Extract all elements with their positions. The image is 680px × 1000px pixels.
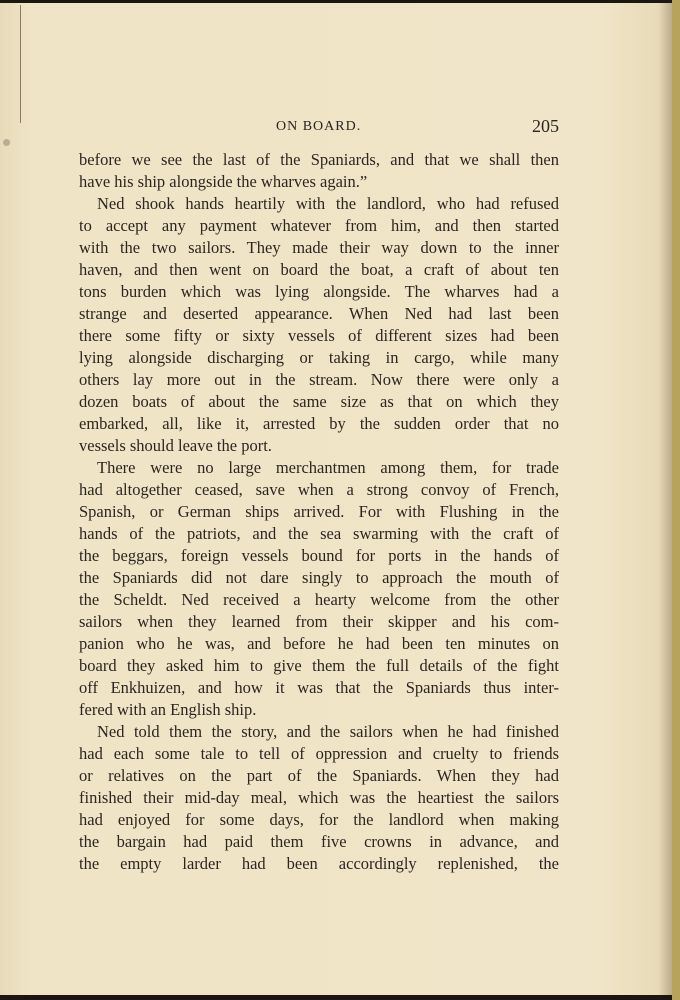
- text-line: the beggars, foreign vessels bound for ports in the hands of: [79, 546, 559, 565]
- text-line: Ned told them the story, and the sailors when he had finished: [97, 722, 559, 741]
- text-line: strange and deserted appearance. When Ned had last been: [79, 304, 559, 323]
- text-line: fered with an English ship.: [79, 700, 257, 719]
- text-line: the bargain had paid them five crowns in advance, and: [79, 832, 559, 851]
- text-line: tons burden which was lying alongside. The wharves had a: [79, 282, 559, 301]
- text-line: the Scheldt. Ned received a hearty welcome from the other: [79, 590, 559, 609]
- text-line: panion who he was, and before he had been ten minutes on: [79, 634, 559, 653]
- text-line: board they asked him to give them the full details of the fight: [79, 656, 559, 675]
- text-line: have his ship alongside the wharves again.”: [79, 172, 368, 191]
- running-head: ON BOARD.: [276, 119, 362, 134]
- text-line: there some fifty or sixty vessels of different sizes had been: [79, 326, 559, 345]
- text-line: embarked, all, like it, arrested by the sudden order that no: [79, 414, 559, 433]
- page-number: 205: [532, 116, 559, 136]
- text-line: the empty larder had been accordingly replenished, the: [79, 854, 559, 873]
- text-line: had each some tale to tell of oppression and cruelty to friends: [79, 744, 559, 763]
- text-line: haven, and then went on board the boat, a craft of about ten: [79, 260, 559, 279]
- text-line: sailors when they learned from their skipper and his com-: [79, 612, 559, 631]
- text-line: There were no large merchantmen among them, for trade: [97, 458, 559, 477]
- page-edge-shadow: [658, 3, 672, 995]
- text-line: others lay more out in the stream. Now there were only a: [79, 370, 559, 389]
- text-line: Spanish, or German ships arrived. For with Flushing in the: [79, 502, 559, 521]
- text-line: Ned shook hands heartily with the landlord, who had refused: [97, 194, 559, 213]
- page-header: [0, 116, 672, 138]
- text-line: hands of the patriots, and the sea swarming with the craft of: [79, 524, 559, 543]
- text-line: lying alongside discharging or taking in cargo, while many: [79, 348, 559, 367]
- book-page: [0, 3, 672, 995]
- book-cover-edge: [672, 0, 680, 1000]
- text-line: had altogether ceased, save when a strong convoy of French,: [79, 480, 559, 499]
- text-line: off Enkhuizen, and how it was that the Spaniards thus inter-: [79, 678, 559, 697]
- text-line: finished their mid-day meal, which was the heartiest the sailors: [79, 788, 559, 807]
- text-line: had enjoyed for some days, for the landlord when making: [79, 810, 559, 829]
- text-line: before we see the last of the Spaniards, and that we shall then: [79, 150, 559, 169]
- body-text: [79, 149, 559, 875]
- text-line: with the two sailors. They made their way down to the inner: [79, 238, 559, 257]
- text-line: the Spaniards did not dare singly to approach the mouth of: [79, 568, 559, 587]
- text-line: or relatives on the part of the Spaniards. When they had: [79, 766, 559, 785]
- text-line: dozen boats of about the same size as that on which they: [79, 392, 559, 411]
- text-line: to accept any payment whatever from him, and then started: [79, 216, 559, 235]
- margin-line: [20, 5, 21, 123]
- margin-mark: [3, 139, 10, 146]
- text-line: vessels should leave the port.: [79, 436, 272, 455]
